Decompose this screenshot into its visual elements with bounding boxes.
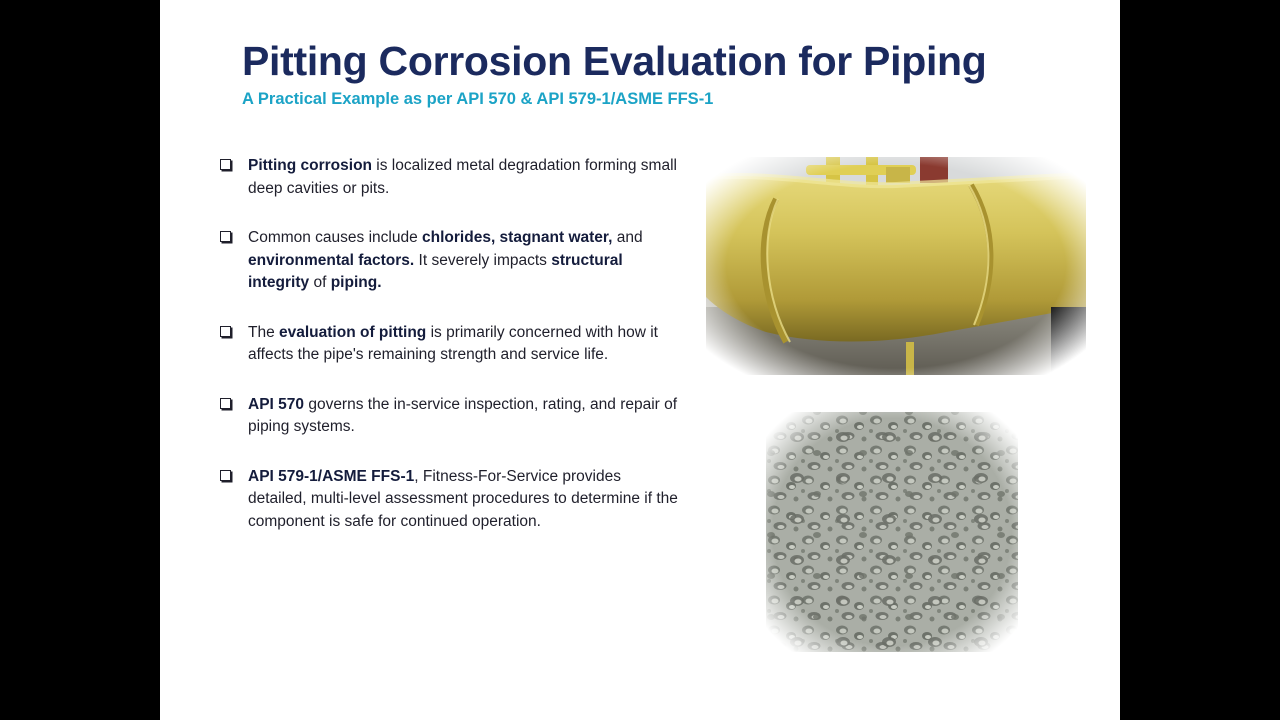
bullet-bold: API 570 <box>248 395 305 413</box>
bullet-api-570 <box>218 394 678 439</box>
bullet-text: Common causes include <box>248 229 423 246</box>
bullet-bold: chlorides, stagnant water, <box>422 229 613 246</box>
bullet-text: is primarily concerned with how it affects the pipe's remaining strength and service life. <box>248 323 658 363</box>
bullet-evaluation <box>218 322 678 367</box>
pitted-surface-photo <box>766 412 1018 652</box>
checkbox-bullet-icon <box>220 231 231 242</box>
bullet-list <box>218 155 678 560</box>
bullet-api-579 <box>218 466 678 534</box>
bullet-text: governs the in-service inspection, rating, and repair of piping systems. <box>248 395 678 435</box>
bullet-text: , Fitness-For-Service provides detailed, multi-level assessment procedures to determine if the component is safe for continued operation. <box>248 467 678 530</box>
checkbox-bullet-icon <box>220 470 231 481</box>
bullet-text: and <box>612 229 643 246</box>
checkbox-bullet-icon <box>220 398 231 409</box>
pipe-elbow-photo <box>706 157 1086 375</box>
bullet-text: It severely impacts <box>414 251 552 269</box>
bullet-common-causes <box>218 227 678 295</box>
bullet-pitting-definition <box>218 155 678 200</box>
bullet-bold: piping. <box>330 274 382 291</box>
slide-subtitle: A Practical Example as per API 570 & API 579-1/ASME FFS-1 <box>242 90 714 108</box>
bullet-text: The <box>248 323 280 341</box>
bullet-bold: environmental factors. <box>248 251 415 269</box>
checkbox-bullet-icon <box>220 159 231 170</box>
bullet-text: is localized metal degradation forming small deep cavities or pits. <box>248 157 677 197</box>
bullet-text: of <box>309 274 331 291</box>
checkbox-bullet-icon <box>220 326 231 337</box>
bullet-bold: evaluation of pitting <box>279 323 427 341</box>
bullet-bold: Pitting corrosion <box>248 157 372 174</box>
slide <box>160 0 1120 720</box>
bullet-bold: API 579-1/ASME FFS-1 <box>248 467 415 485</box>
bullet-bold: structural integrity <box>248 251 623 291</box>
slide-title: Pitting Corrosion Evaluation for Piping <box>242 38 987 84</box>
